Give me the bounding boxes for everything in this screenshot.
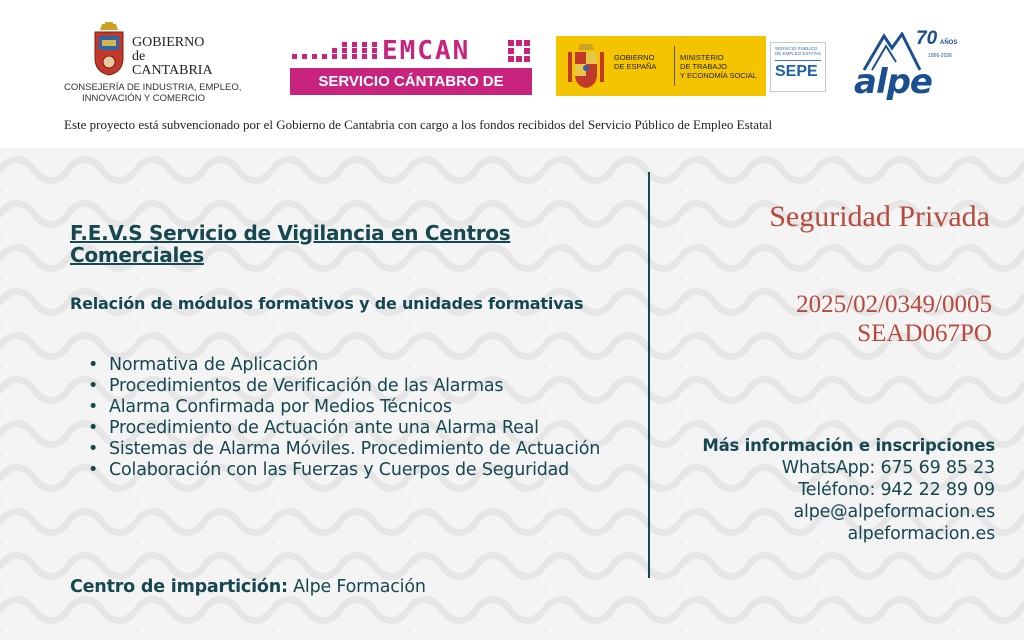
- contact-block: [660, 435, 995, 545]
- list-item: [88, 418, 608, 439]
- module-label: Sistemas de Alarma Móviles. Procedimiento de Actuación: [109, 439, 601, 459]
- whatsapp-number[interactable]: WhatsApp: 675 69 85 23: [781, 458, 995, 478]
- sepe-wordmark: SEPE: [775, 63, 818, 80]
- min-line2: DE TRABAJO: [680, 62, 727, 71]
- bullet-icon: •: [88, 418, 99, 438]
- email-link[interactable]: alpe@alpeformacion.es: [793, 502, 995, 522]
- cantabria-shield-icon: [92, 22, 126, 76]
- list-item: [88, 376, 608, 397]
- website-link[interactable]: alpeformacion.es: [847, 524, 995, 544]
- expedient-code: 2025/02/0349/0005: [796, 291, 992, 318]
- bullet-icon: •: [88, 376, 99, 396]
- alpe-years: 1956-2026: [928, 53, 952, 59]
- sector-title: Seguridad Privada: [769, 200, 990, 233]
- emcan-wordmark: EMCAN: [382, 36, 471, 66]
- modules-list: [88, 355, 608, 481]
- cantabria-line2: de: [132, 49, 146, 64]
- vertical-divider: [648, 172, 650, 578]
- emcan-pixel-icon: [290, 38, 382, 64]
- cantabria-line3: CANTABRIA: [132, 63, 213, 78]
- alpe-wordmark: alpe: [854, 62, 932, 102]
- module-label: Procedimiento de Actuación ante una Alarma Real: [109, 418, 539, 438]
- list-item: [88, 460, 608, 481]
- training-centre: [70, 577, 426, 597]
- ministerio-divider: [674, 46, 675, 86]
- cantabria-line1: GOBIERNO: [132, 35, 205, 50]
- emcan-logo: [290, 36, 532, 117]
- ministerio-logo: [556, 36, 766, 96]
- alpe-logo: [852, 28, 964, 100]
- modules-heading: Relación de módulos formativos y de unidades formativas: [70, 294, 584, 313]
- cantabria-sub1: CONSEJERÍA DE INDUSTRIA, EMPLEO,: [64, 82, 242, 93]
- sepe-subtitle: [775, 46, 822, 56]
- bullet-icon: •: [88, 460, 99, 480]
- cantabria-name: [132, 36, 213, 78]
- module-label: Alarma Confirmada por Medios Técnicos: [109, 397, 452, 417]
- list-item: [88, 439, 608, 460]
- alpe-70-badge: 70: [916, 28, 938, 49]
- centre-value: Alpe Formación: [287, 577, 426, 597]
- module-label: Procedimientos de Verificación de las Alarmas: [109, 376, 504, 396]
- module-label: Normativa de Aplicación: [109, 355, 319, 375]
- gobierno-espana-text: [614, 53, 656, 71]
- sepe-small2: DE EMPLEO ESTATAL: [775, 51, 822, 56]
- centre-label: Centro de impartición:: [70, 577, 288, 597]
- sepe-small1: SERVICIO PÚBLICO: [775, 46, 818, 51]
- min-line1: MINISTERIO: [680, 53, 724, 62]
- bullet-icon: •: [88, 439, 99, 459]
- gob-line1: GOBIERNO: [614, 53, 655, 62]
- bullet-icon: •: [88, 355, 99, 375]
- spain-coat-of-arms-icon: [566, 42, 606, 90]
- emcan-service-bar: SERVICIO CÁNTABRO DE EMPLEO: [290, 68, 532, 95]
- alpe-anos: AÑOS: [940, 40, 958, 46]
- phone-number[interactable]: Teléfono: 942 22 89 09: [798, 480, 995, 500]
- sepe-rule: [775, 60, 821, 61]
- funding-note: Este proyecto está subvencionado por el Gobierno de Cantabria con cargo a los fondos recibidos del Servicio Público de Empleo Estatal: [64, 117, 773, 132]
- min-line3: Y ECONOMÍA SOCIAL: [680, 71, 757, 80]
- emcan-grid-icon: [508, 40, 530, 62]
- list-item: [88, 355, 608, 376]
- ministerio-name-text: [680, 53, 757, 80]
- cantabria-logo: [64, 20, 244, 108]
- course-codes: [660, 290, 992, 348]
- module-label: Colaboración con las Fuerzas y Cuerpos de Seguridad: [109, 460, 570, 480]
- specialty-code: SEAD067PO: [857, 320, 992, 347]
- bullet-icon: •: [88, 397, 99, 417]
- list-item: [88, 397, 608, 418]
- course-title: F.E.V.S Servicio de Vigilancia en Centros Comerciales: [70, 221, 511, 267]
- cantabria-sub2: INNOVACIÓN Y COMERCIO: [82, 93, 205, 104]
- gob-line2: DE ESPAÑA: [614, 62, 657, 71]
- cantabria-department: [64, 82, 241, 104]
- contact-heading: Más información e inscripciones: [702, 436, 995, 455]
- sepe-logo: [770, 42, 826, 92]
